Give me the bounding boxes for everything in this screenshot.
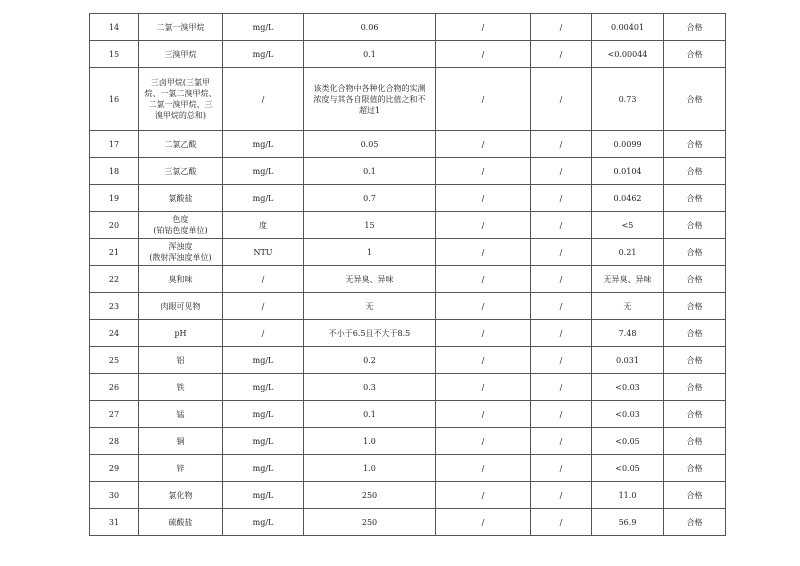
item-number: 31 <box>90 509 139 536</box>
item-limit: 1 <box>304 239 436 266</box>
item-result: 56.9 <box>592 509 664 536</box>
item-limit: 该类化合物中各种化合物的实测 浓度与其各自限值的比值之和不 超过1 <box>304 68 436 131</box>
item-col5: / <box>436 374 531 401</box>
item-col5: / <box>436 185 531 212</box>
item-result: <0.03 <box>592 374 664 401</box>
item-name: 臭和味 <box>139 266 223 293</box>
table-row <box>90 266 726 293</box>
item-unit: NTU <box>223 239 304 266</box>
item-number: 17 <box>90 131 139 158</box>
item-col5: / <box>436 320 531 347</box>
item-result: <0.05 <box>592 455 664 482</box>
item-number: 18 <box>90 158 139 185</box>
item-limit: 0.1 <box>304 158 436 185</box>
table-row <box>90 41 726 68</box>
item-verdict: 合格 <box>664 320 726 347</box>
item-col5: / <box>436 266 531 293</box>
item-number: 23 <box>90 293 139 320</box>
item-limit: 0.2 <box>304 347 436 374</box>
item-number: 19 <box>90 185 139 212</box>
table-row <box>90 509 726 536</box>
item-col6: / <box>531 455 592 482</box>
item-col5: / <box>436 347 531 374</box>
item-verdict: 合格 <box>664 68 726 131</box>
item-col6: / <box>531 131 592 158</box>
item-limit: 250 <box>304 509 436 536</box>
item-col5: / <box>436 212 531 239</box>
item-verdict: 合格 <box>664 185 726 212</box>
item-col6: / <box>531 401 592 428</box>
item-name: 铝 <box>139 347 223 374</box>
item-col5: / <box>436 455 531 482</box>
item-number: 21 <box>90 239 139 266</box>
item-result: <0.00044 <box>592 41 664 68</box>
item-unit: / <box>223 320 304 347</box>
item-name: 铁 <box>139 374 223 401</box>
item-name: 氯化物 <box>139 482 223 509</box>
item-limit: 15 <box>304 212 436 239</box>
table-row <box>90 185 726 212</box>
item-result: 0.73 <box>592 68 664 131</box>
item-col6: / <box>531 239 592 266</box>
item-result: 11.0 <box>592 482 664 509</box>
item-limit: 1.0 <box>304 428 436 455</box>
item-verdict: 合格 <box>664 239 726 266</box>
item-verdict: 合格 <box>664 293 726 320</box>
item-col6: / <box>531 212 592 239</box>
item-col6: / <box>531 293 592 320</box>
item-col6: / <box>531 158 592 185</box>
item-col6: / <box>531 14 592 41</box>
item-name: pH <box>139 320 223 347</box>
item-col5: / <box>436 158 531 185</box>
item-number: 20 <box>90 212 139 239</box>
item-number: 28 <box>90 428 139 455</box>
item-unit: mg/L <box>223 374 304 401</box>
item-limit: 0.1 <box>304 41 436 68</box>
item-number: 22 <box>90 266 139 293</box>
item-result: 0.031 <box>592 347 664 374</box>
item-name: 锰 <box>139 401 223 428</box>
item-name: 二氯一溴甲烷 <box>139 14 223 41</box>
item-name: 肉眼可见物 <box>139 293 223 320</box>
item-col5: / <box>436 239 531 266</box>
table-row <box>90 293 726 320</box>
item-unit: / <box>223 293 304 320</box>
item-result: 0.0462 <box>592 185 664 212</box>
table-row <box>90 14 726 41</box>
item-col5: / <box>436 482 531 509</box>
table-row <box>90 455 726 482</box>
item-unit: / <box>223 68 304 131</box>
item-verdict: 合格 <box>664 14 726 41</box>
item-number: 25 <box>90 347 139 374</box>
item-col6: / <box>531 509 592 536</box>
item-name: 氯酸盐 <box>139 185 223 212</box>
item-number: 15 <box>90 41 139 68</box>
item-verdict: 合格 <box>664 428 726 455</box>
item-limit: 0.05 <box>304 131 436 158</box>
table-row <box>90 401 726 428</box>
item-unit: 度 <box>223 212 304 239</box>
item-unit: mg/L <box>223 131 304 158</box>
item-result: 0.00401 <box>592 14 664 41</box>
item-name: 铜 <box>139 428 223 455</box>
item-col5: / <box>436 428 531 455</box>
item-result: 0.21 <box>592 239 664 266</box>
item-unit: mg/L <box>223 455 304 482</box>
item-result: 0.0104 <box>592 158 664 185</box>
item-verdict: 合格 <box>664 455 726 482</box>
test-results-table <box>89 13 726 536</box>
item-result: 无异臭、异味 <box>592 266 664 293</box>
item-number: 27 <box>90 401 139 428</box>
item-col6: / <box>531 374 592 401</box>
item-col6: / <box>531 482 592 509</box>
item-number: 24 <box>90 320 139 347</box>
item-col6: / <box>531 68 592 131</box>
item-name: 色度 (铂钴色度单位) <box>139 212 223 239</box>
item-unit: mg/L <box>223 509 304 536</box>
item-limit: 无 <box>304 293 436 320</box>
item-limit: 1.0 <box>304 455 436 482</box>
item-limit: 0.3 <box>304 374 436 401</box>
item-col5: / <box>436 509 531 536</box>
item-col6: / <box>531 41 592 68</box>
item-limit: 0.06 <box>304 14 436 41</box>
table-row <box>90 482 726 509</box>
item-name: 锌 <box>139 455 223 482</box>
item-verdict: 合格 <box>664 509 726 536</box>
table-row <box>90 428 726 455</box>
item-result: <5 <box>592 212 664 239</box>
table-row <box>90 68 726 131</box>
item-verdict: 合格 <box>664 131 726 158</box>
item-verdict: 合格 <box>664 212 726 239</box>
item-col6: / <box>531 320 592 347</box>
item-limit: 无异臭、异味 <box>304 266 436 293</box>
item-result: 0.0099 <box>592 131 664 158</box>
item-col6: / <box>531 347 592 374</box>
item-limit: 250 <box>304 482 436 509</box>
table-row <box>90 212 726 239</box>
item-verdict: 合格 <box>664 41 726 68</box>
item-unit: mg/L <box>223 41 304 68</box>
item-col5: / <box>436 14 531 41</box>
item-unit: mg/L <box>223 158 304 185</box>
item-result: 7.48 <box>592 320 664 347</box>
item-name: 三氯乙酸 <box>139 158 223 185</box>
item-unit: mg/L <box>223 482 304 509</box>
item-unit: mg/L <box>223 428 304 455</box>
item-unit: mg/L <box>223 185 304 212</box>
item-verdict: 合格 <box>664 266 726 293</box>
table-row <box>90 347 726 374</box>
item-result: <0.05 <box>592 428 664 455</box>
item-col6: / <box>531 266 592 293</box>
item-result: <0.03 <box>592 401 664 428</box>
item-unit: mg/L <box>223 401 304 428</box>
item-number: 16 <box>90 68 139 131</box>
item-number: 26 <box>90 374 139 401</box>
item-name: 二氯乙酸 <box>139 131 223 158</box>
table-body <box>90 14 726 536</box>
item-number: 14 <box>90 14 139 41</box>
item-limit: 不小于6.5且不大于8.5 <box>304 320 436 347</box>
item-col6: / <box>531 428 592 455</box>
item-unit: mg/L <box>223 14 304 41</box>
item-result: 无 <box>592 293 664 320</box>
item-verdict: 合格 <box>664 482 726 509</box>
table-row <box>90 320 726 347</box>
item-verdict: 合格 <box>664 374 726 401</box>
item-limit: 0.1 <box>304 401 436 428</box>
item-verdict: 合格 <box>664 401 726 428</box>
item-col6: / <box>531 185 592 212</box>
item-number: 29 <box>90 455 139 482</box>
item-col5: / <box>436 41 531 68</box>
item-unit: mg/L <box>223 347 304 374</box>
table-row <box>90 239 726 266</box>
table-row <box>90 131 726 158</box>
item-name: 浑浊度 (散射浑浊度单位) <box>139 239 223 266</box>
item-name: 硫酸盐 <box>139 509 223 536</box>
item-name: 三溴甲烷 <box>139 41 223 68</box>
table-row <box>90 158 726 185</box>
item-col5: / <box>436 131 531 158</box>
item-verdict: 合格 <box>664 347 726 374</box>
item-col5: / <box>436 68 531 131</box>
item-unit: / <box>223 266 304 293</box>
item-name: 三卤甲烷(三氯甲 烷、一氯二溴甲烷、 二氯一溴甲烷、三 溴甲烷的总和) <box>139 68 223 131</box>
item-verdict: 合格 <box>664 158 726 185</box>
table-row <box>90 374 726 401</box>
item-col5: / <box>436 401 531 428</box>
item-col5: / <box>436 293 531 320</box>
item-limit: 0.7 <box>304 185 436 212</box>
item-number: 30 <box>90 482 139 509</box>
